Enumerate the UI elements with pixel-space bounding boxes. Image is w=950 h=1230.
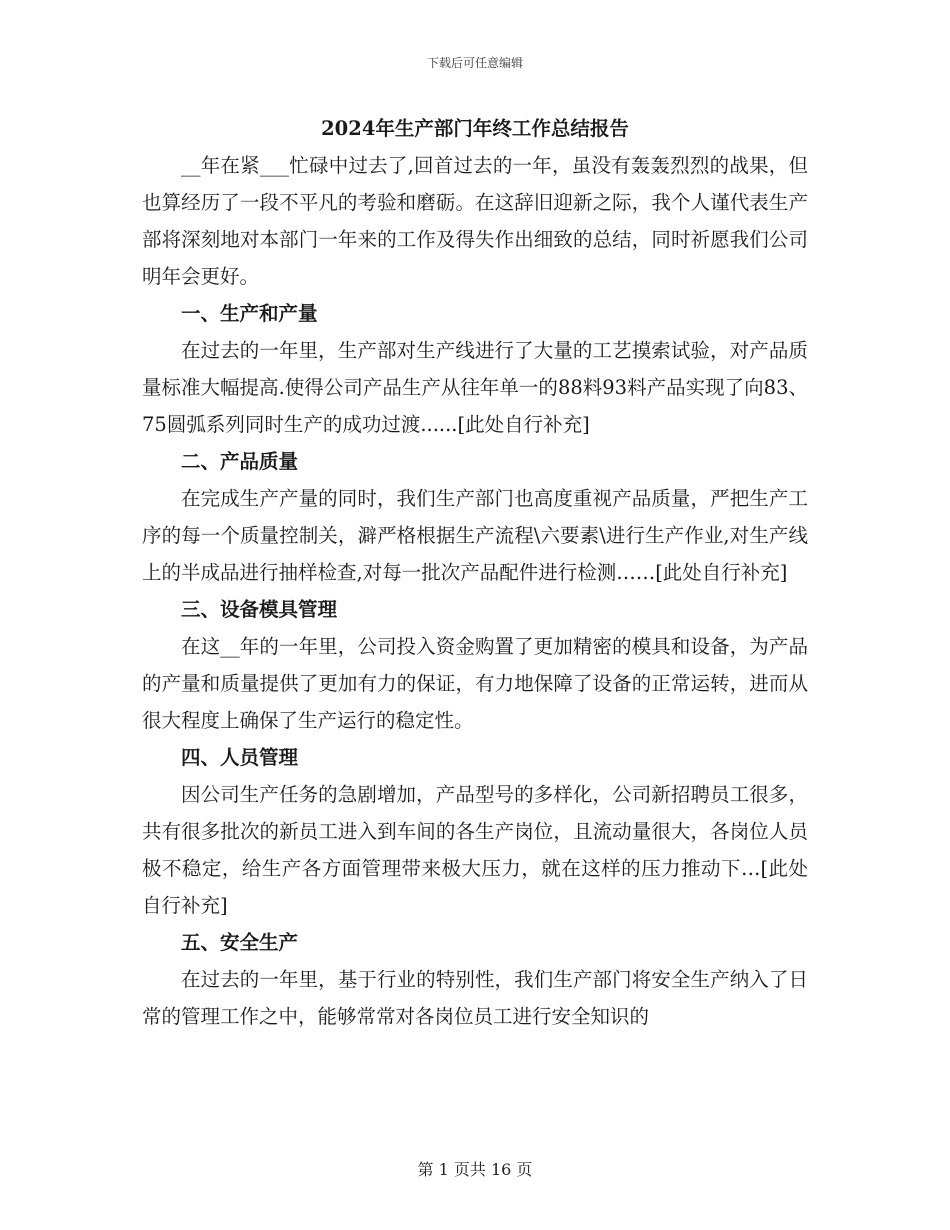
section-heading-quality: 二、产品质量 xyxy=(181,450,299,473)
section-heading-equipment: 三、设备模具管理 xyxy=(181,598,338,621)
section-text-quality: 在完成生产产量的同时，我们生产部门也高度重视产品质量，严把生产工序的每一个质量控制关，澼严格根据生产流程\六要素\进行生产作业,对生产线上的半成品进行抽样检查,对每一批次产品配件进行检测……[此处自行补充] xyxy=(142,487,808,584)
section-text-safety: 在过去的一年里，基于行业的特别性，我们生产部门将安全生产纳入了日常的管理工作之中，能够常常对各岗位员工进行安全知识的 xyxy=(142,968,808,1028)
section-text-production: 在过去的一年里，生产部对生产线进行了大量的工艺摸索试验，对产品质量标准大幅提高.使得公司产品生产从往年单一的88料93料产品实现了向83、75圆弧系列同时生产的成功过渡......[此处自行补充] xyxy=(142,339,808,436)
section-text-equipment: 在这__年的一年里，公司投入资金购置了更加精密的模具和设备，为产品的产量和质量提供了更加有力的保证，有力地保障了设备的正常运转，进而从很大程度上确保了生产运行的稳定性。 xyxy=(142,635,808,732)
section-heading-safety: 五、安全生产 xyxy=(181,931,299,954)
header-note: 下载后可任意编辑 xyxy=(426,56,523,70)
document-title: 2024年生产部门年终工作总结报告 xyxy=(321,117,629,140)
section-text-personnel: 因公司生产任务的急剧增加，产品型号的多样化，公司新招聘员工很多，共有很多批次的新员工进入到车间的各生产岗位，且流动量很大，各岗位人员极不稳定，给生产各方面管理带来极大压力，就在这样的压力推动下…[此处自行补充] xyxy=(142,783,808,917)
section-heading-production: 一、生产和产量 xyxy=(181,302,318,325)
intro-paragraph: __年在紧___忙碌中过去了,回首过去的一年，虽没有轰轰烈烈的战果，但也算经历了一段不平凡的考验和磨砺。在这辞旧迎新之际，我个人谨代表生产部将深刻地对本部门一年来的工作及得失作出细致的总结，同时祈愿我们公司明年会更好。 xyxy=(142,154,808,288)
document-body xyxy=(142,110,808,1035)
section-heading-personnel: 四、人员管理 xyxy=(181,746,299,769)
page-number: 第 1 页共 16 页 xyxy=(417,1160,533,1179)
